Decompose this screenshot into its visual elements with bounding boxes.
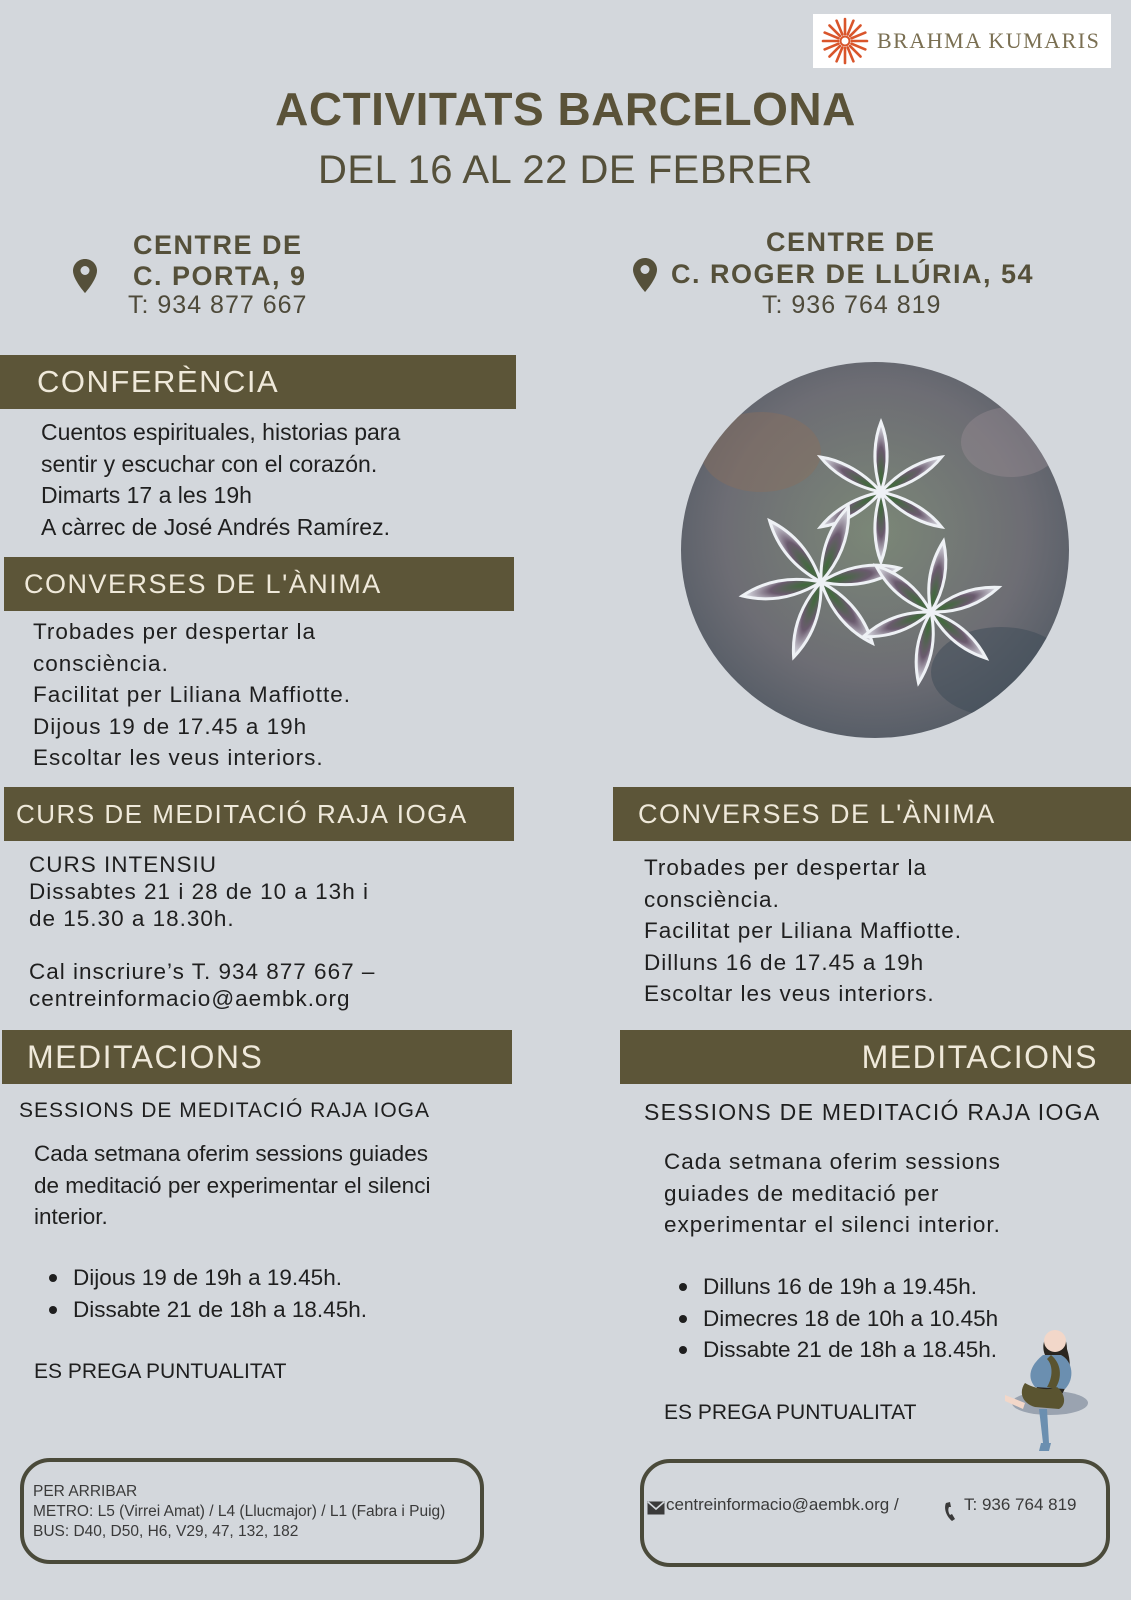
list-item: Dilluns 16 de 19h a 19.45h. (665, 1271, 998, 1303)
location-pin-icon (633, 258, 657, 292)
right-centre-phone[interactable]: T: 936 764 819 (762, 291, 942, 319)
left-centre-phone[interactable]: T: 934 877 667 (128, 291, 308, 319)
text-line: de meditació per experimentar el silenci (34, 1172, 431, 1198)
left-converses-block (33, 616, 351, 774)
right-meditacions-subheading: SESSIONS DE MEDITACIÓ RAJA IOGA (644, 1099, 1101, 1125)
right-centre-address: C. ROGER DE LLÚRIA, 54 (671, 259, 1035, 289)
text-line: Dilluns 16 de 17.45 a 19h (644, 949, 925, 975)
left-centre-label: CENTRE DE (133, 230, 303, 260)
logo-text: BRAHMA KUMARIS (877, 28, 1101, 53)
meditating-woman-illustration (995, 1315, 1095, 1460)
text-line: Cal inscriure’s T. 934 877 667 – (29, 959, 376, 984)
right-sessions-list (665, 1271, 998, 1366)
left-converses-heading: CONVERSES DE L'ÀNIMA (4, 557, 514, 611)
footer-email-link[interactable]: centreinformacio@aembk.org / (666, 1495, 899, 1514)
list-item: Dissabte 21 de 18h a 18.45h. (665, 1334, 998, 1366)
right-centre-label: CENTRE DE (766, 227, 936, 257)
sunburst-logo-icon (821, 17, 869, 65)
text-line: Escoltar les veus interiors. (33, 745, 324, 770)
list-item: Dissabte 21 de 18h a 18.45h. (35, 1294, 367, 1326)
right-converses-block (644, 852, 962, 1010)
text-line: experimentar el silenci interior. (664, 1212, 1001, 1237)
conferencia-heading: CONFERÈNCIA (0, 355, 516, 409)
text-line: consciència. (33, 650, 169, 676)
footer-line: PER ARRIBAR (33, 1483, 138, 1500)
text-line: Dijous 19 de 17.45 a 19h (33, 713, 308, 739)
text-line: guiades de meditació per (664, 1180, 940, 1206)
left-meditacions-desc (34, 1138, 430, 1233)
left-meditacions-heading: MEDITACIONS (2, 1030, 512, 1084)
text-line: Escoltar les veus interiors. (644, 981, 935, 1006)
right-meditacions-desc (664, 1146, 1001, 1241)
right-converses-heading: CONVERSES DE L'ÀNIMA (613, 787, 1131, 841)
left-footer-box (20, 1458, 484, 1564)
right-footer-box (640, 1459, 1110, 1567)
text-line: Facilitat per Liliana Maffiotte. (33, 682, 351, 707)
footer-line: METRO: L5 (Virrei Amat) / L4 (Llucmajor) / L1 (Fabra i Puig) (33, 1503, 446, 1520)
left-meditacions-subheading: SESSIONS DE MEDITACIÓ RAJA IOGA (19, 1099, 431, 1122)
text-line: Trobades per despertar la (644, 855, 928, 880)
conferencia-title-line: Cuentos espirituales, historias para (41, 419, 401, 445)
conferencia-date: Dimarts 17 a les 19h (41, 482, 252, 508)
brahma-kumaris-logo (813, 14, 1111, 68)
left-sessions-list (35, 1262, 367, 1325)
list-item: Dimecres 18 de 10h a 10.45h (665, 1303, 998, 1335)
curs-email-link[interactable]: centreinformacio@aembk.org (29, 986, 351, 1011)
frosted-plant-photo (681, 362, 1069, 738)
text-line: de 15.30 a 18.30h. (29, 906, 235, 931)
list-item: Dijous 19 de 19h a 19.45h. (35, 1262, 367, 1294)
footer-phone[interactable]: T: 936 764 819 (964, 1495, 1077, 1514)
curs-heading: CURS DE MEDITACIÓ RAJA IOGA (4, 787, 514, 841)
text-line: Facilitat per Liliana Maffiotte. (644, 918, 962, 943)
text-line: interior. (34, 1204, 108, 1229)
phone-icon (944, 1501, 958, 1523)
page-title: ACTIVITATS BARCELONA (275, 83, 856, 135)
text-line: Trobades per despertar la (33, 619, 317, 644)
left-note: ES PREGA PUNTUALITAT (34, 1360, 287, 1383)
text-line: CURS INTENSIU (29, 852, 218, 877)
page-subtitle: DEL 16 AL 22 DE FEBRER (318, 148, 813, 192)
text-line: Cada setmana oferim sessions guiades (34, 1141, 428, 1166)
footer-line: BUS: D40, D50, H6, V29, 47, 132, 182 (33, 1523, 299, 1540)
text-line: Cada setmana oferim sessions (664, 1149, 1001, 1174)
right-meditacions-heading: MEDITACIONS (620, 1030, 1131, 1084)
conferencia-title-line: sentir y escuchar con el corazón. (41, 450, 378, 477)
envelope-icon (647, 1501, 665, 1515)
conferencia-speaker: A càrrec de José Andrés Ramírez. (41, 513, 390, 540)
right-note: ES PREGA PUNTUALITAT (664, 1401, 917, 1424)
text-line: consciència. (644, 886, 780, 912)
curs-block (29, 851, 375, 1012)
location-pin-icon (73, 259, 97, 293)
conferencia-block (41, 417, 400, 543)
left-centre-address: C. PORTA, 9 (133, 261, 307, 291)
text-line: Dissabtes 21 i 28 de 10 a 13h i (29, 879, 369, 904)
